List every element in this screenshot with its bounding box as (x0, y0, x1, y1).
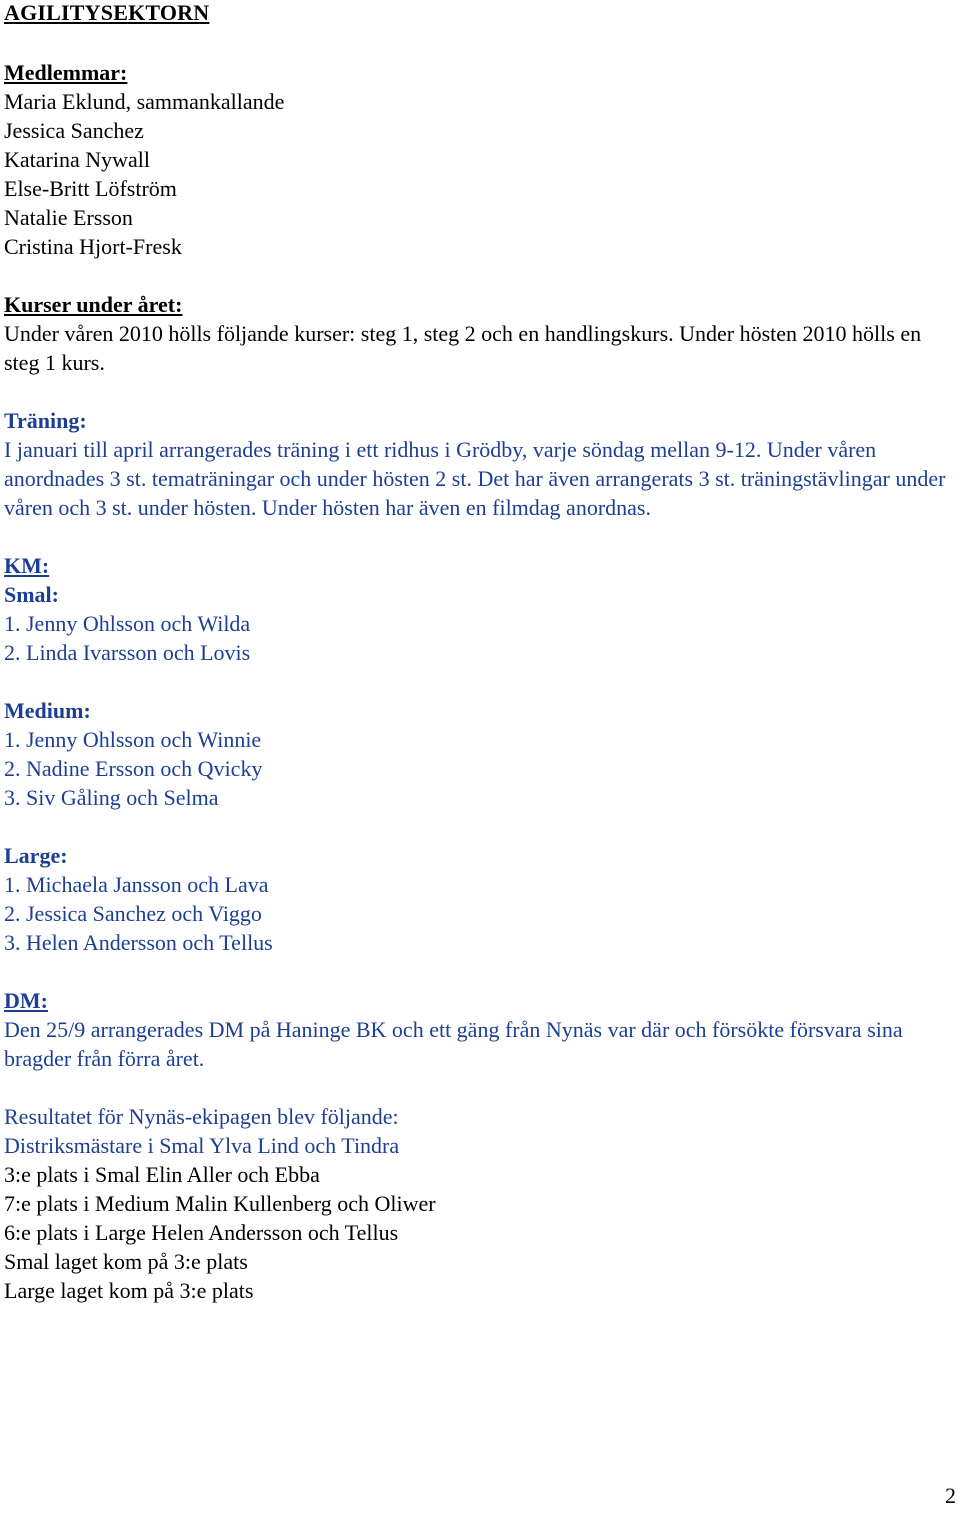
km-result: 2. Linda Ivarsson och Lovis (4, 640, 251, 665)
dm-result: Distriksmästare i Smal Ylva Lind och Tindra (4, 1133, 400, 1158)
member-name: Cristina Hjort-Fresk (4, 234, 182, 259)
km-result: 2. Jessica Sanchez och Viggo (4, 901, 262, 926)
dm-result: 7:e plats i Medium Malin Kullenberg och Oliwer (4, 1191, 436, 1216)
dm-results-intro: Resultatet för Nynäs-ekipagen blev följande: (4, 1104, 399, 1129)
courses-section (4, 290, 954, 377)
km-large-heading: Large: (4, 843, 68, 868)
member-name: Maria Eklund, sammankallande (4, 89, 285, 114)
km-result: 1. Jenny Ohlsson och Winnie (4, 727, 262, 752)
courses-text: Under våren 2010 hölls följande kurser: steg 1, steg 2 och en handlingskurs. Under hösten 2010 hölls en steg 1 kurs. (4, 321, 922, 375)
members-section (4, 58, 954, 261)
training-heading: Träning: (4, 408, 87, 433)
km-result: 3. Helen Andersson och Tellus (4, 930, 273, 955)
document-page (4, 0, 954, 1305)
km-small-heading: Smal: (4, 582, 59, 607)
km-result: 1. Michaela Jansson och Lava (4, 872, 269, 897)
members-heading: Medlemmar: (4, 60, 128, 85)
member-name: Else-Britt Löfström (4, 176, 177, 201)
training-section (4, 406, 954, 522)
member-name: Natalie Ersson (4, 205, 133, 230)
dm-result: Large laget kom på 3:e plats (4, 1278, 254, 1303)
dm-result: Smal laget kom på 3:e plats (4, 1249, 248, 1274)
dm-result: 3:e plats i Smal Elin Aller och Ebba (4, 1162, 320, 1187)
document-title: AGILITYSEKTORN (4, 0, 210, 25)
member-name: Katarina Nywall (4, 147, 150, 172)
dm-text: Den 25/9 arrangerades DM på Haninge BK och ett gäng från Nynäs var där och försökte försvara sina bragder från förra året. (4, 1017, 903, 1071)
dm-result: 6:e plats i Large Helen Andersson och Tellus (4, 1220, 399, 1245)
km-result: 2. Nadine Ersson och Qvicky (4, 756, 263, 781)
km-medium-heading: Medium: (4, 698, 91, 723)
member-name: Jessica Sanchez (4, 118, 144, 143)
training-text: I januari till april arrangerades träning i ett ridhus i Grödby, varje söndag mellan 9-12. Under våren anordnades 3 st. tematräningar och under hösten 2 st. Det har även arrangerats 3 st. träningstävlingar under våren och 3 st. under hösten. Under hösten har även en filmdag anordnas. (4, 437, 946, 520)
km-heading: KM: (4, 553, 50, 578)
dm-heading: DM: (4, 988, 48, 1013)
km-result: 3. Siv Gåling och Selma (4, 785, 219, 810)
page-number: 2 (945, 1483, 956, 1508)
km-section (4, 551, 954, 957)
dm-section (4, 986, 954, 1305)
courses-heading: Kurser under året: (4, 292, 183, 317)
km-result: 1. Jenny Ohlsson och Wilda (4, 611, 251, 636)
